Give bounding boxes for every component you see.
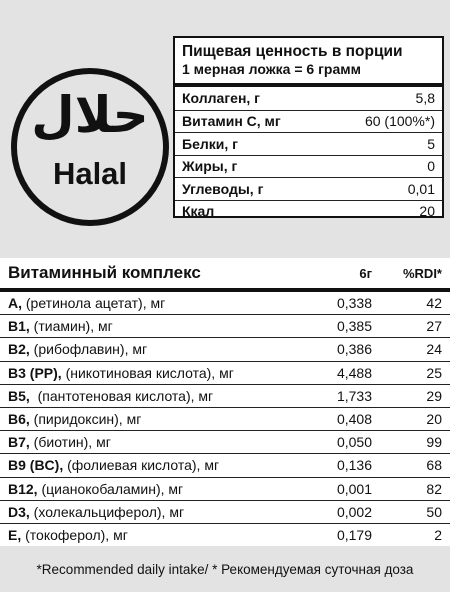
vitamin-description: (токоферол), мг — [21, 527, 128, 544]
vitamin-rdi: 99 — [426, 434, 442, 451]
vitamin-amount: 0,136 — [336, 457, 372, 474]
table-row — [0, 362, 450, 385]
vitamin-amount: 0,338 — [336, 295, 372, 312]
nutrition-value: 5,8 — [415, 90, 435, 107]
vitamin-name — [8, 457, 302, 473]
nutrition-value: 0 — [427, 158, 435, 175]
table-row — [0, 408, 450, 431]
nutrition-row — [175, 132, 442, 155]
vitamin-amount: 0,001 — [336, 480, 372, 497]
vitamin-code: A, — [8, 295, 22, 312]
vitamin-code: B9 (BC), — [8, 457, 64, 474]
vitamin-name — [8, 388, 302, 404]
table-row — [0, 478, 450, 501]
table-row — [0, 292, 450, 315]
halal-text: Halal — [52, 156, 128, 191]
arabic-halal-text: حلال — [31, 86, 149, 144]
footer-note: *Recommended daily intake/ * Рекомендуемая суточная доза — [0, 546, 450, 592]
vitamin-description: (фолиевая кислота), мг — [63, 457, 220, 474]
vitamin-amount: 0,002 — [336, 503, 372, 520]
vitamin-rdi: 20 — [426, 411, 442, 428]
nutrition-value: 60 (100%*) — [364, 113, 435, 130]
table-row — [0, 315, 450, 338]
column-header-rdi: %RDI* — [402, 265, 442, 281]
vitamin-code: B7, — [8, 434, 30, 451]
table-row — [0, 431, 450, 454]
table-row — [0, 524, 450, 547]
table-row — [0, 385, 450, 408]
vitamin-table — [0, 258, 450, 546]
top-section — [0, 0, 450, 258]
vitamin-amount: 0,386 — [336, 341, 372, 358]
nutrition-title: Пищевая ценность в порции — [182, 43, 403, 60]
vitamin-code: B5, — [8, 387, 30, 404]
vitamin-amount: 0,050 — [336, 434, 372, 451]
vitamin-name — [8, 411, 302, 427]
vitamin-amount: 0,408 — [336, 411, 372, 428]
vitamin-description: (никотиновая кислота), мг — [61, 364, 234, 381]
vitamin-description: (холекальциферол), мг — [29, 503, 185, 520]
vitamin-name — [8, 434, 302, 450]
vitamin-rdi: 29 — [426, 387, 442, 404]
vitamin-name — [8, 504, 302, 520]
vitamin-table-header — [0, 258, 450, 292]
serving-size: 1 мерная ложка = 6 грамм — [182, 61, 361, 77]
vitamin-description: (биотин), мг — [29, 434, 111, 451]
vitamin-code: B3 (PP), — [8, 364, 62, 381]
vitamin-code: B1, — [8, 318, 30, 335]
nutrition-row — [175, 200, 442, 223]
vitamin-amount: 0,385 — [336, 318, 372, 335]
vitamin-amount: 1,733 — [336, 387, 372, 404]
nutrition-row — [175, 177, 442, 200]
vitamin-code: B2, — [8, 341, 30, 358]
vitamin-rdi: 42 — [426, 295, 442, 312]
nutrition-label: Углеводы, г — [182, 180, 264, 197]
nutrition-facts-box — [173, 36, 444, 218]
vitamin-amount: 0,179 — [336, 527, 372, 544]
vitamin-name — [8, 527, 302, 543]
vitamin-description: (ретинола ацетат), мг — [22, 295, 166, 312]
vitamin-amount: 4,488 — [336, 364, 372, 381]
nutrition-row — [175, 87, 442, 110]
vitamin-name — [8, 365, 302, 381]
nutrition-value: 20 — [419, 203, 435, 220]
column-header-amount: 6г — [359, 265, 372, 281]
vitamin-rdi: 27 — [426, 318, 442, 335]
vitamin-description: (пантотеновая кислота), мг — [29, 387, 214, 404]
vitamin-rdi: 25 — [426, 364, 442, 381]
nutrition-label: Ккал — [182, 203, 215, 220]
nutrition-value: 5 — [427, 135, 435, 152]
vitamin-code: B12, — [8, 480, 38, 497]
table-row — [0, 501, 450, 524]
nutrition-header — [175, 38, 442, 80]
nutrition-rows — [175, 87, 442, 222]
nutrition-row — [175, 155, 442, 178]
vitamin-name — [8, 318, 302, 334]
vitamin-description: (тиамин), мг — [29, 318, 113, 335]
table-row — [0, 338, 450, 361]
vitamin-table-title: Витаминный комплекс — [8, 263, 201, 282]
nutrition-label: Жиры, г — [182, 158, 238, 175]
vitamin-code: E, — [8, 527, 22, 544]
vitamin-rdi: 2 — [434, 527, 442, 544]
nutrition-label: Белки, г — [182, 135, 238, 152]
vitamin-rdi: 24 — [426, 341, 442, 358]
vitamin-name — [8, 481, 302, 497]
nutrition-label: Коллаген, г — [182, 90, 261, 107]
vitamin-name — [8, 341, 302, 357]
vitamin-description: (рибофлавин), мг — [29, 341, 148, 358]
nutrition-label: Витамин С, мг — [182, 113, 281, 130]
vitamin-description: (цианокобаламин), мг — [37, 480, 184, 497]
vitamin-name — [8, 295, 302, 311]
vitamin-rdi: 68 — [426, 457, 442, 474]
table-row — [0, 454, 450, 477]
vitamin-rdi: 50 — [426, 503, 442, 520]
vitamin-description: (пиридоксин), мг — [29, 411, 142, 428]
vitamin-code: B6, — [8, 411, 30, 428]
nutrition-value: 0,01 — [407, 180, 435, 197]
halal-seal-icon — [9, 66, 171, 228]
vitamin-code: D3, — [8, 503, 30, 520]
nutrition-row — [175, 110, 442, 133]
vitamin-rdi: 82 — [426, 480, 442, 497]
vitamin-rows — [0, 292, 450, 547]
